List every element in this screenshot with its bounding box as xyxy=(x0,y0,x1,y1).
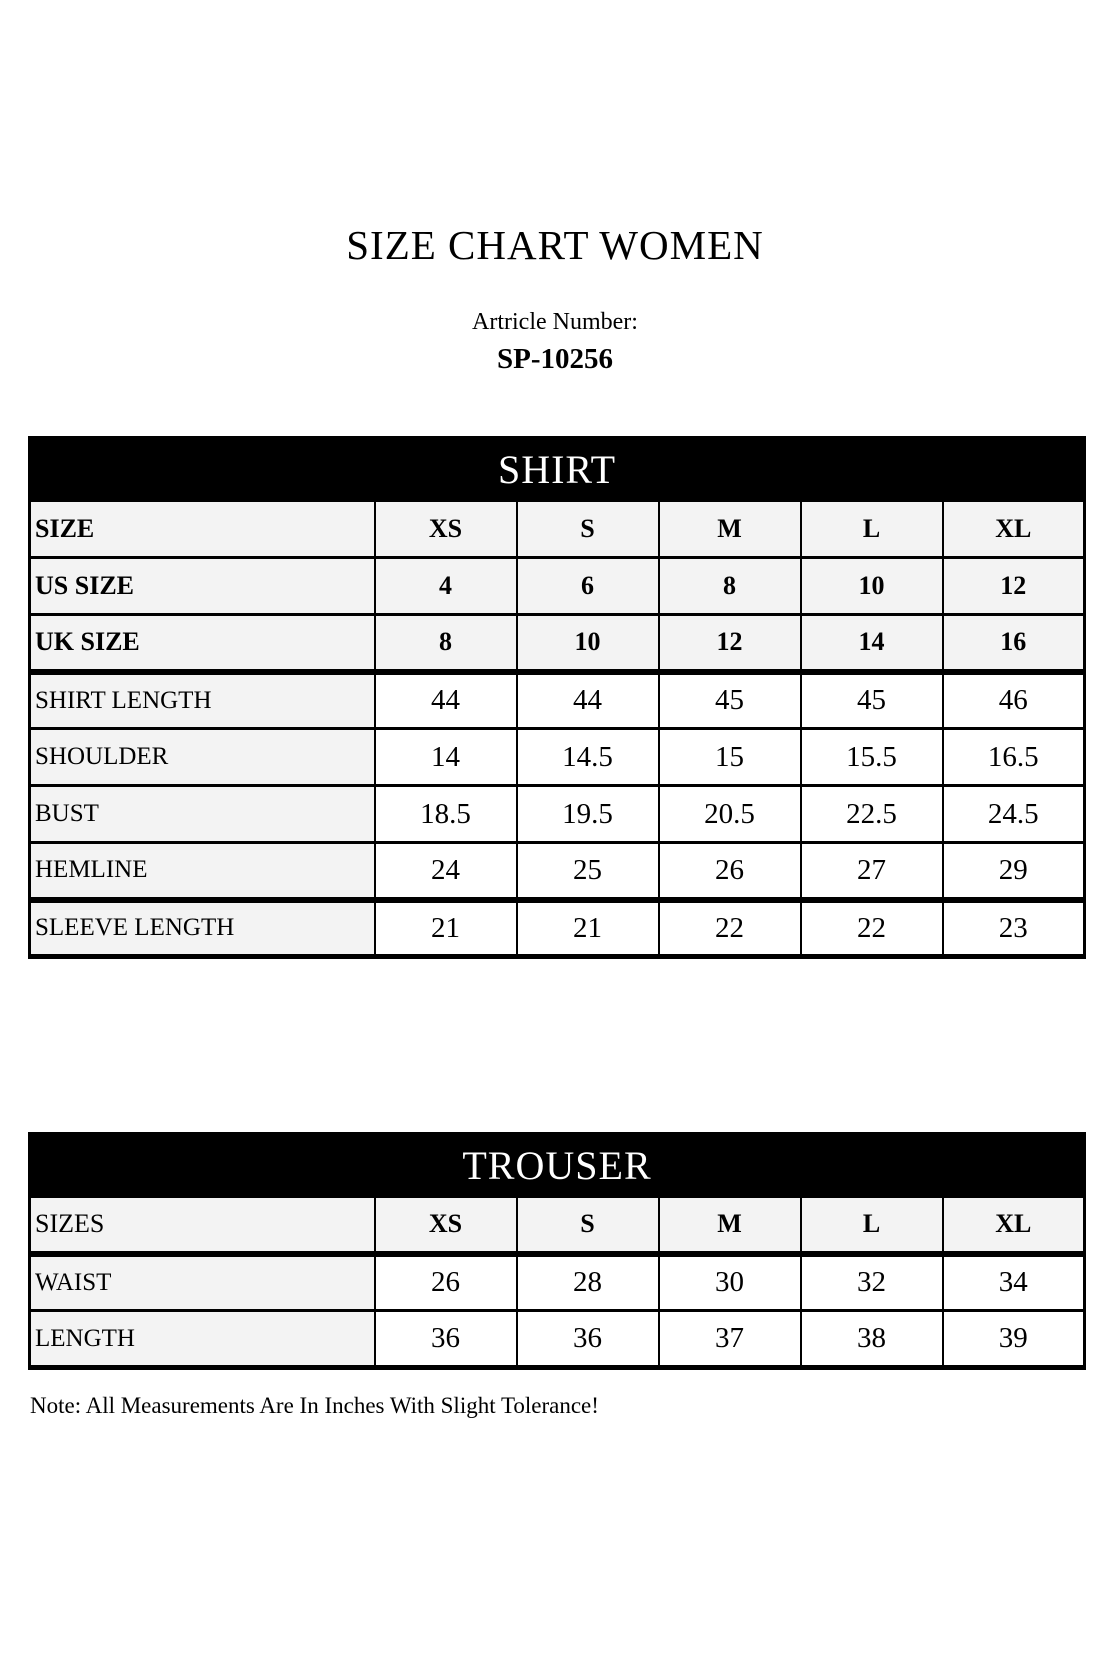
shirt-row-us-size xyxy=(30,558,1085,615)
shirt-row-shoulder xyxy=(30,729,1085,786)
shirt-table-header xyxy=(30,438,1085,501)
row-label: SHIRT LENGTH xyxy=(30,672,375,729)
row-label: SHOULDER xyxy=(30,729,375,786)
shirt-size-table xyxy=(28,436,1086,959)
value-cell: 10 xyxy=(801,558,943,615)
value-cell: 23 xyxy=(943,900,1085,957)
row-label: UK SIZE xyxy=(30,615,375,672)
value-cell: 22 xyxy=(801,900,943,957)
size-cell-l: L xyxy=(801,501,943,558)
shirt-row-shirt-length xyxy=(30,672,1085,729)
value-cell: 15 xyxy=(659,729,801,786)
value-cell: 14 xyxy=(375,729,517,786)
shirt-row-size xyxy=(30,501,1085,558)
measurement-note: Note: All Measurements Are In Inches With Slight Tolerance! xyxy=(30,1393,599,1418)
trouser-size-table xyxy=(28,1132,1086,1370)
value-cell: 12 xyxy=(943,558,1085,615)
value-cell: 46 xyxy=(943,672,1085,729)
value-cell: 22 xyxy=(659,900,801,957)
value-cell: 30 xyxy=(659,1254,801,1311)
size-cell-s: S xyxy=(517,501,659,558)
value-cell: 26 xyxy=(659,843,801,900)
value-cell: 14.5 xyxy=(517,729,659,786)
shirt-row-uk-size xyxy=(30,615,1085,672)
size-cell-xs: XS xyxy=(375,501,517,558)
value-cell: 26 xyxy=(375,1254,517,1311)
value-cell: 18.5 xyxy=(375,786,517,843)
value-cell: 21 xyxy=(375,900,517,957)
size-cell-xl: XL xyxy=(943,501,1085,558)
size-cell-m: M xyxy=(659,1197,801,1254)
row-label: SIZE xyxy=(30,501,375,558)
row-label: US SIZE xyxy=(30,558,375,615)
row-label: SLEEVE LENGTH xyxy=(30,900,375,957)
value-cell: 38 xyxy=(801,1311,943,1368)
value-cell: 8 xyxy=(375,615,517,672)
value-cell: 36 xyxy=(375,1311,517,1368)
value-cell: 36 xyxy=(517,1311,659,1368)
value-cell: 15.5 xyxy=(801,729,943,786)
value-cell: 22.5 xyxy=(801,786,943,843)
value-cell: 21 xyxy=(517,900,659,957)
article-number-value: SP-10256 xyxy=(497,343,613,375)
value-cell: 6 xyxy=(517,558,659,615)
value-cell: 44 xyxy=(517,672,659,729)
trouser-row-sizes xyxy=(30,1197,1085,1254)
size-cell-m: M xyxy=(659,501,801,558)
value-cell: 45 xyxy=(801,672,943,729)
value-cell: 14 xyxy=(801,615,943,672)
value-cell: 25 xyxy=(517,843,659,900)
value-cell: 32 xyxy=(801,1254,943,1311)
trouser-row-waist xyxy=(30,1254,1085,1311)
shirt-row-sleeve-length xyxy=(30,900,1085,957)
size-cell-xs: XS xyxy=(375,1197,517,1254)
size-cell-s: S xyxy=(517,1197,659,1254)
value-cell: 4 xyxy=(375,558,517,615)
value-cell: 16.5 xyxy=(943,729,1085,786)
value-cell: 20.5 xyxy=(659,786,801,843)
value-cell: 27 xyxy=(801,843,943,900)
shirt-table-title: SHIRT xyxy=(30,438,1085,501)
trouser-row-length xyxy=(30,1311,1085,1368)
shirt-row-bust xyxy=(30,786,1085,843)
row-label: HEMLINE xyxy=(30,843,375,900)
value-cell: 29 xyxy=(943,843,1085,900)
size-cell-l: L xyxy=(801,1197,943,1254)
row-label: SIZES xyxy=(30,1197,375,1254)
value-cell: 34 xyxy=(943,1254,1085,1311)
shirt-row-hemline xyxy=(30,843,1085,900)
value-cell: 39 xyxy=(943,1311,1085,1368)
value-cell: 44 xyxy=(375,672,517,729)
value-cell: 45 xyxy=(659,672,801,729)
value-cell: 28 xyxy=(517,1254,659,1311)
value-cell: 16 xyxy=(943,615,1085,672)
article-number-label: Artricle Number: xyxy=(472,309,638,335)
value-cell: 10 xyxy=(517,615,659,672)
value-cell: 19.5 xyxy=(517,786,659,843)
row-label: BUST xyxy=(30,786,375,843)
value-cell: 12 xyxy=(659,615,801,672)
trouser-table-title: TROUSER xyxy=(30,1134,1085,1197)
page-title: SIZE CHART WOMEN xyxy=(346,222,764,268)
size-cell-xl: XL xyxy=(943,1197,1085,1254)
row-label: LENGTH xyxy=(30,1311,375,1368)
value-cell: 37 xyxy=(659,1311,801,1368)
value-cell: 24 xyxy=(375,843,517,900)
value-cell: 24.5 xyxy=(943,786,1085,843)
trouser-table-header xyxy=(30,1134,1085,1197)
row-label: WAIST xyxy=(30,1254,375,1311)
value-cell: 8 xyxy=(659,558,801,615)
